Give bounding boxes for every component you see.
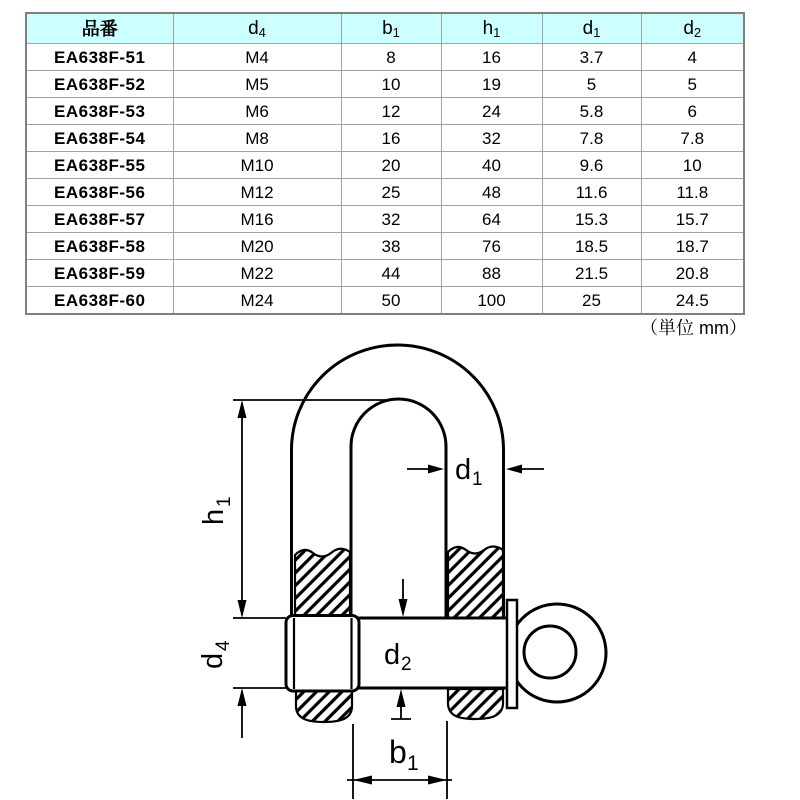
value-cell: 10 (341, 71, 441, 98)
spec-table (25, 12, 745, 315)
value-cell: 50 (341, 287, 441, 315)
label-d1-sub: 1 (472, 469, 483, 490)
part-number-cell: EA638F-58 (26, 233, 173, 260)
col-header-h1 (441, 13, 542, 44)
value-cell: 5 (641, 71, 744, 98)
value-cell: M10 (173, 152, 341, 179)
value-cell: 9.6 (542, 152, 641, 179)
value-cell: M16 (173, 206, 341, 233)
table-row (26, 152, 744, 179)
label-b1-base: b (389, 734, 407, 770)
value-cell: M12 (173, 179, 341, 206)
value-cell: 48 (441, 179, 542, 206)
value-cell: 4 (641, 44, 744, 71)
table-row (26, 206, 744, 233)
value-cell: 5.8 (542, 98, 641, 125)
value-cell: 20.8 (641, 260, 744, 287)
value-cell: 19 (441, 71, 542, 98)
value-cell: M22 (173, 260, 341, 287)
value-cell: M4 (173, 44, 341, 71)
part-number-cell: EA638F-59 (26, 260, 173, 287)
label-d4-sub: 4 (213, 640, 234, 651)
value-cell: 76 (441, 233, 542, 260)
value-cell: 8 (341, 44, 441, 71)
value-cell: 25 (542, 287, 641, 315)
header-text: h (482, 17, 494, 39)
value-cell: M20 (173, 233, 341, 260)
label-h1-base: h (198, 508, 230, 525)
header-text: b (382, 17, 393, 39)
table-row (26, 71, 744, 98)
value-cell: 3.7 (542, 44, 641, 71)
header-subscript: 2 (693, 24, 702, 40)
hex-head (286, 616, 359, 692)
value-cell: 6 (641, 98, 744, 125)
eye-ring-inner (524, 626, 576, 678)
header-text: 品番 (81, 18, 118, 39)
value-cell: M5 (173, 71, 341, 98)
header-subscript: 1 (593, 24, 601, 40)
value-cell: 15.7 (641, 206, 744, 233)
part-number-cell: EA638F-57 (26, 206, 173, 233)
table-row (26, 260, 744, 287)
value-cell: 32 (441, 125, 542, 152)
value-cell: M24 (173, 287, 341, 315)
label-h1 (198, 496, 235, 525)
value-cell: 32 (341, 206, 441, 233)
value-cell: 20 (341, 152, 441, 179)
dim-h1-arrow-up (238, 400, 247, 418)
table-row (26, 287, 744, 315)
pin-shaft (356, 618, 508, 688)
value-cell: 10 (641, 152, 744, 179)
table-row (26, 125, 744, 152)
part-number-cell: EA638F-56 (26, 179, 173, 206)
header-text: d (248, 17, 259, 39)
col-header-d4 (173, 13, 341, 44)
value-cell: 18.5 (542, 233, 641, 260)
value-cell: M8 (173, 125, 341, 152)
value-cell: M6 (173, 98, 341, 125)
label-d1-base: d (455, 454, 472, 486)
part-number-cell: EA638F-60 (26, 287, 173, 315)
part-number-cell: EA638F-55 (26, 152, 173, 179)
label-d2-base: d (384, 639, 401, 671)
value-cell: 24.5 (641, 287, 744, 315)
shackle-inner-opening (351, 399, 446, 618)
part-number-cell: EA638F-54 (26, 125, 173, 152)
col-header-d2 (641, 13, 744, 44)
label-h1-sub: 1 (214, 496, 235, 507)
value-cell: 44 (341, 260, 441, 287)
label-b1-sub: 1 (407, 752, 419, 775)
thread-hatch-right-lower (448, 689, 503, 719)
value-cell: 38 (341, 233, 441, 260)
header-text: d (582, 17, 594, 39)
value-cell: 25 (341, 179, 441, 206)
label-b1 (389, 734, 419, 775)
table-row (26, 98, 744, 125)
value-cell: 15.3 (542, 206, 641, 233)
part-number-cell: EA638F-52 (26, 71, 173, 98)
part-number-cell: EA638F-53 (26, 98, 173, 125)
value-cell: 7.8 (542, 125, 641, 152)
label-d4-base: d (197, 652, 229, 669)
header-text: d (683, 17, 694, 39)
dim-h1-arrow-down (238, 600, 247, 618)
dim-d4-arrow-up (238, 688, 247, 706)
value-cell: 18.7 (641, 233, 744, 260)
unit-note: （単位 mm） (640, 318, 747, 338)
thread-hatch-left-upper (295, 549, 350, 618)
header-subscript: 4 (258, 24, 266, 40)
shackle-diagram (0, 340, 800, 800)
header-subscript: 1 (392, 24, 400, 40)
value-cell: 12 (341, 98, 441, 125)
table-row (26, 44, 744, 71)
value-cell: 11.8 (641, 179, 744, 206)
thread-hatch-left-lower (296, 690, 352, 722)
label-d4 (197, 640, 234, 669)
value-cell: 40 (441, 152, 542, 179)
label-d2-sub: 2 (401, 654, 412, 675)
table-row (26, 179, 744, 206)
col-header-part-number (26, 13, 173, 44)
dim-b1-arrow-left (353, 776, 372, 785)
dim-b1-arrow-right (428, 776, 447, 785)
value-cell: 24 (441, 98, 542, 125)
table-row (26, 233, 744, 260)
value-cell: 88 (441, 260, 542, 287)
value-cell: 16 (441, 44, 542, 71)
value-cell: 100 (441, 287, 542, 315)
col-header-d1 (542, 13, 641, 44)
thread-hatch-right-upper (448, 547, 503, 619)
value-cell: 64 (441, 206, 542, 233)
value-cell: 5 (542, 71, 641, 98)
pin-washer (507, 600, 517, 708)
value-cell: 16 (341, 125, 441, 152)
header-subscript: 1 (493, 24, 501, 40)
dim-d1-arrow-left (506, 465, 522, 474)
value-cell: 11.6 (542, 179, 641, 206)
table-header-row (26, 13, 744, 44)
part-number-cell: EA638F-51 (26, 44, 173, 71)
value-cell: 21.5 (542, 260, 641, 287)
value-cell: 7.8 (641, 125, 744, 152)
col-header-b1 (341, 13, 441, 44)
dim-d2-arrow-up (397, 689, 406, 707)
